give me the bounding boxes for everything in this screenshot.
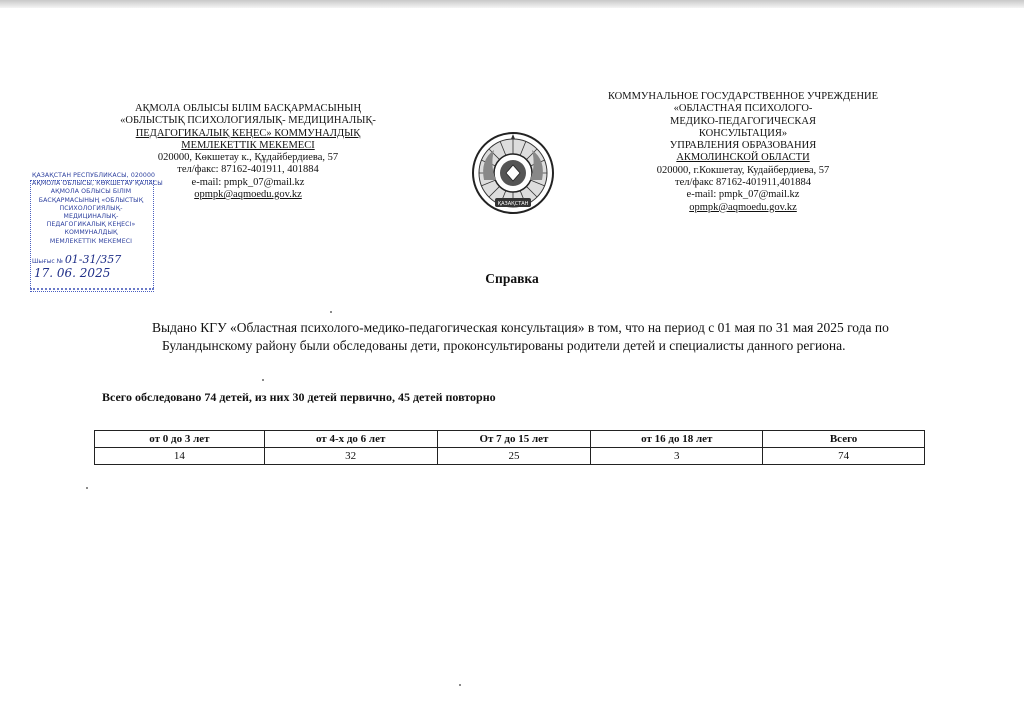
right-header-line: КОНСУЛЬТАЦИЯ» <box>698 127 788 139</box>
left-header-line: ПЕДАГОГИКАЛЫҚ КЕҢЕС» КОММУНАЛДЫҚ <box>135 127 361 139</box>
table-header-row <box>95 431 925 448</box>
stamp-line: КОММУНАЛДЫҚ <box>64 229 118 237</box>
right-header-line: МЕДИКО-ПЕДАГОГИЧЕСКАЯ <box>670 115 816 127</box>
right-header-line: «ОБЛАСТНАЯ ПСИХОЛОГО- <box>673 103 813 115</box>
document-title: Справка <box>485 271 539 286</box>
table-cell: 25 <box>437 448 591 465</box>
scan-speck <box>262 379 264 381</box>
right-header-phone: тел/факс 87162-401911,401884 <box>675 177 811 189</box>
left-header-line: АҚМОЛА ОБЛЫСЫ БІЛІМ БАСҚАРМАСЫНЫҢ <box>134 103 362 114</box>
age-statistics-table <box>94 430 925 465</box>
stamp-line: ПСИХОЛОГИЯЛЫҚ- <box>59 204 123 212</box>
stamp-date: 17. 06. 2025 <box>34 266 111 280</box>
table-header-cell: от 4-х до 6 лет <box>264 431 437 448</box>
left-header-email: e-mail: pmpk_07@mail.kz <box>191 176 305 188</box>
stamp-line: АҚМОЛА ОБЛЫСЫ БІЛІМ <box>50 188 132 196</box>
document-body <box>152 319 982 355</box>
emblem-text: ҚАЗАҚСТАН <box>497 201 529 207</box>
stamp-reg-number: 01-31/357 <box>64 253 122 266</box>
left-header-line: «ОБЛЫСТЫҚ ПСИХОЛОГИЯЛЫҚ- МЕДИЦИНАЛЫҚ- <box>120 115 376 127</box>
right-header-email-gov: opmpk@aqmoedu.gov.kz <box>689 201 797 213</box>
body-line-2: Буландынскому району были обследованы дети, проконсультированы родители детей и специалисты данного региона. <box>162 338 846 353</box>
scan-speck <box>86 487 88 489</box>
right-header-line: КОММУНАЛЬНОЕ ГОСУДАРСТВЕННОЕ УЧРЕЖДЕНИЕ <box>607 91 879 102</box>
table-header-cell: Всего <box>763 431 925 448</box>
scan-edge <box>0 0 1024 8</box>
scan-speck <box>459 684 461 686</box>
left-header-phone: тел/факс: 87162-401911, 401884 <box>177 164 319 176</box>
table-header-cell: от 16 до 18 лет <box>591 431 763 448</box>
left-header-line: МЕМЛЕКЕТТІК МЕКЕМЕСІ <box>181 139 315 151</box>
right-header-address: 020000, г.Кокшетау, Кудайбердиева, 57 <box>656 164 830 176</box>
table-cell: 32 <box>264 448 437 465</box>
stamp-line: МЕМЛЕКЕТТІК МЕКЕМЕСІ <box>49 237 133 245</box>
right-header-email: e-mail: pmpk_07@mail.kz <box>686 189 800 201</box>
stamp-registration <box>32 253 152 266</box>
left-header-address: 020000, Көкшетау к., Құдайбердиева, 57 <box>157 152 339 164</box>
stamp-line: ПЕДАГОГИКАЛЫҚ КЕҢЕСІ» <box>46 221 136 229</box>
right-header-line: АКМОЛИНСКОЙ ОБЛАСТИ <box>676 152 810 164</box>
stamp-dotted-border <box>30 288 154 295</box>
table-cell: 14 <box>95 448 265 465</box>
table-header-cell: От 7 до 15 лет <box>437 431 591 448</box>
body-line-1: Выдано КГУ «Областная психолого-медико-педагогическая консультация» в том, что на период с 01 мая по 31 мая 2025 года по <box>152 320 889 335</box>
stamp-line: БАСҚАРМАСЫНЫҢ «ОБЛЫСТЫҚ <box>38 196 144 204</box>
stamp-reg-label: Шығыс № <box>32 258 63 265</box>
stamp-line: АҚМОЛА ОБЛЫСЫ, КӨКШЕТАУ ҚАЛАСЫ <box>32 180 163 188</box>
state-emblem-icon <box>470 130 556 216</box>
table-row <box>95 448 925 465</box>
left-header-email-gov: opmpk@aqmoedu.gov.kz <box>194 189 302 201</box>
stamp-line: ҚАЗАҚСТАН РЕСПУБЛИКАСЫ, 020000 <box>32 172 156 179</box>
summary-line: Всего обследовано 74 детей, из них 30 детей первично, 45 детей повторно <box>102 390 496 404</box>
right-header <box>588 91 898 214</box>
table-header-cell: от 0 до 3 лет <box>95 431 265 448</box>
stamp-line: МЕДИЦИНАЛЫҚ- <box>63 213 119 221</box>
table-cell: 74 <box>763 448 925 465</box>
scan-speck <box>330 311 332 313</box>
right-header-line: УПРАВЛЕНИЯ ОБРАЗОВАНИЯ <box>669 140 817 152</box>
table-cell: 3 <box>591 448 763 465</box>
